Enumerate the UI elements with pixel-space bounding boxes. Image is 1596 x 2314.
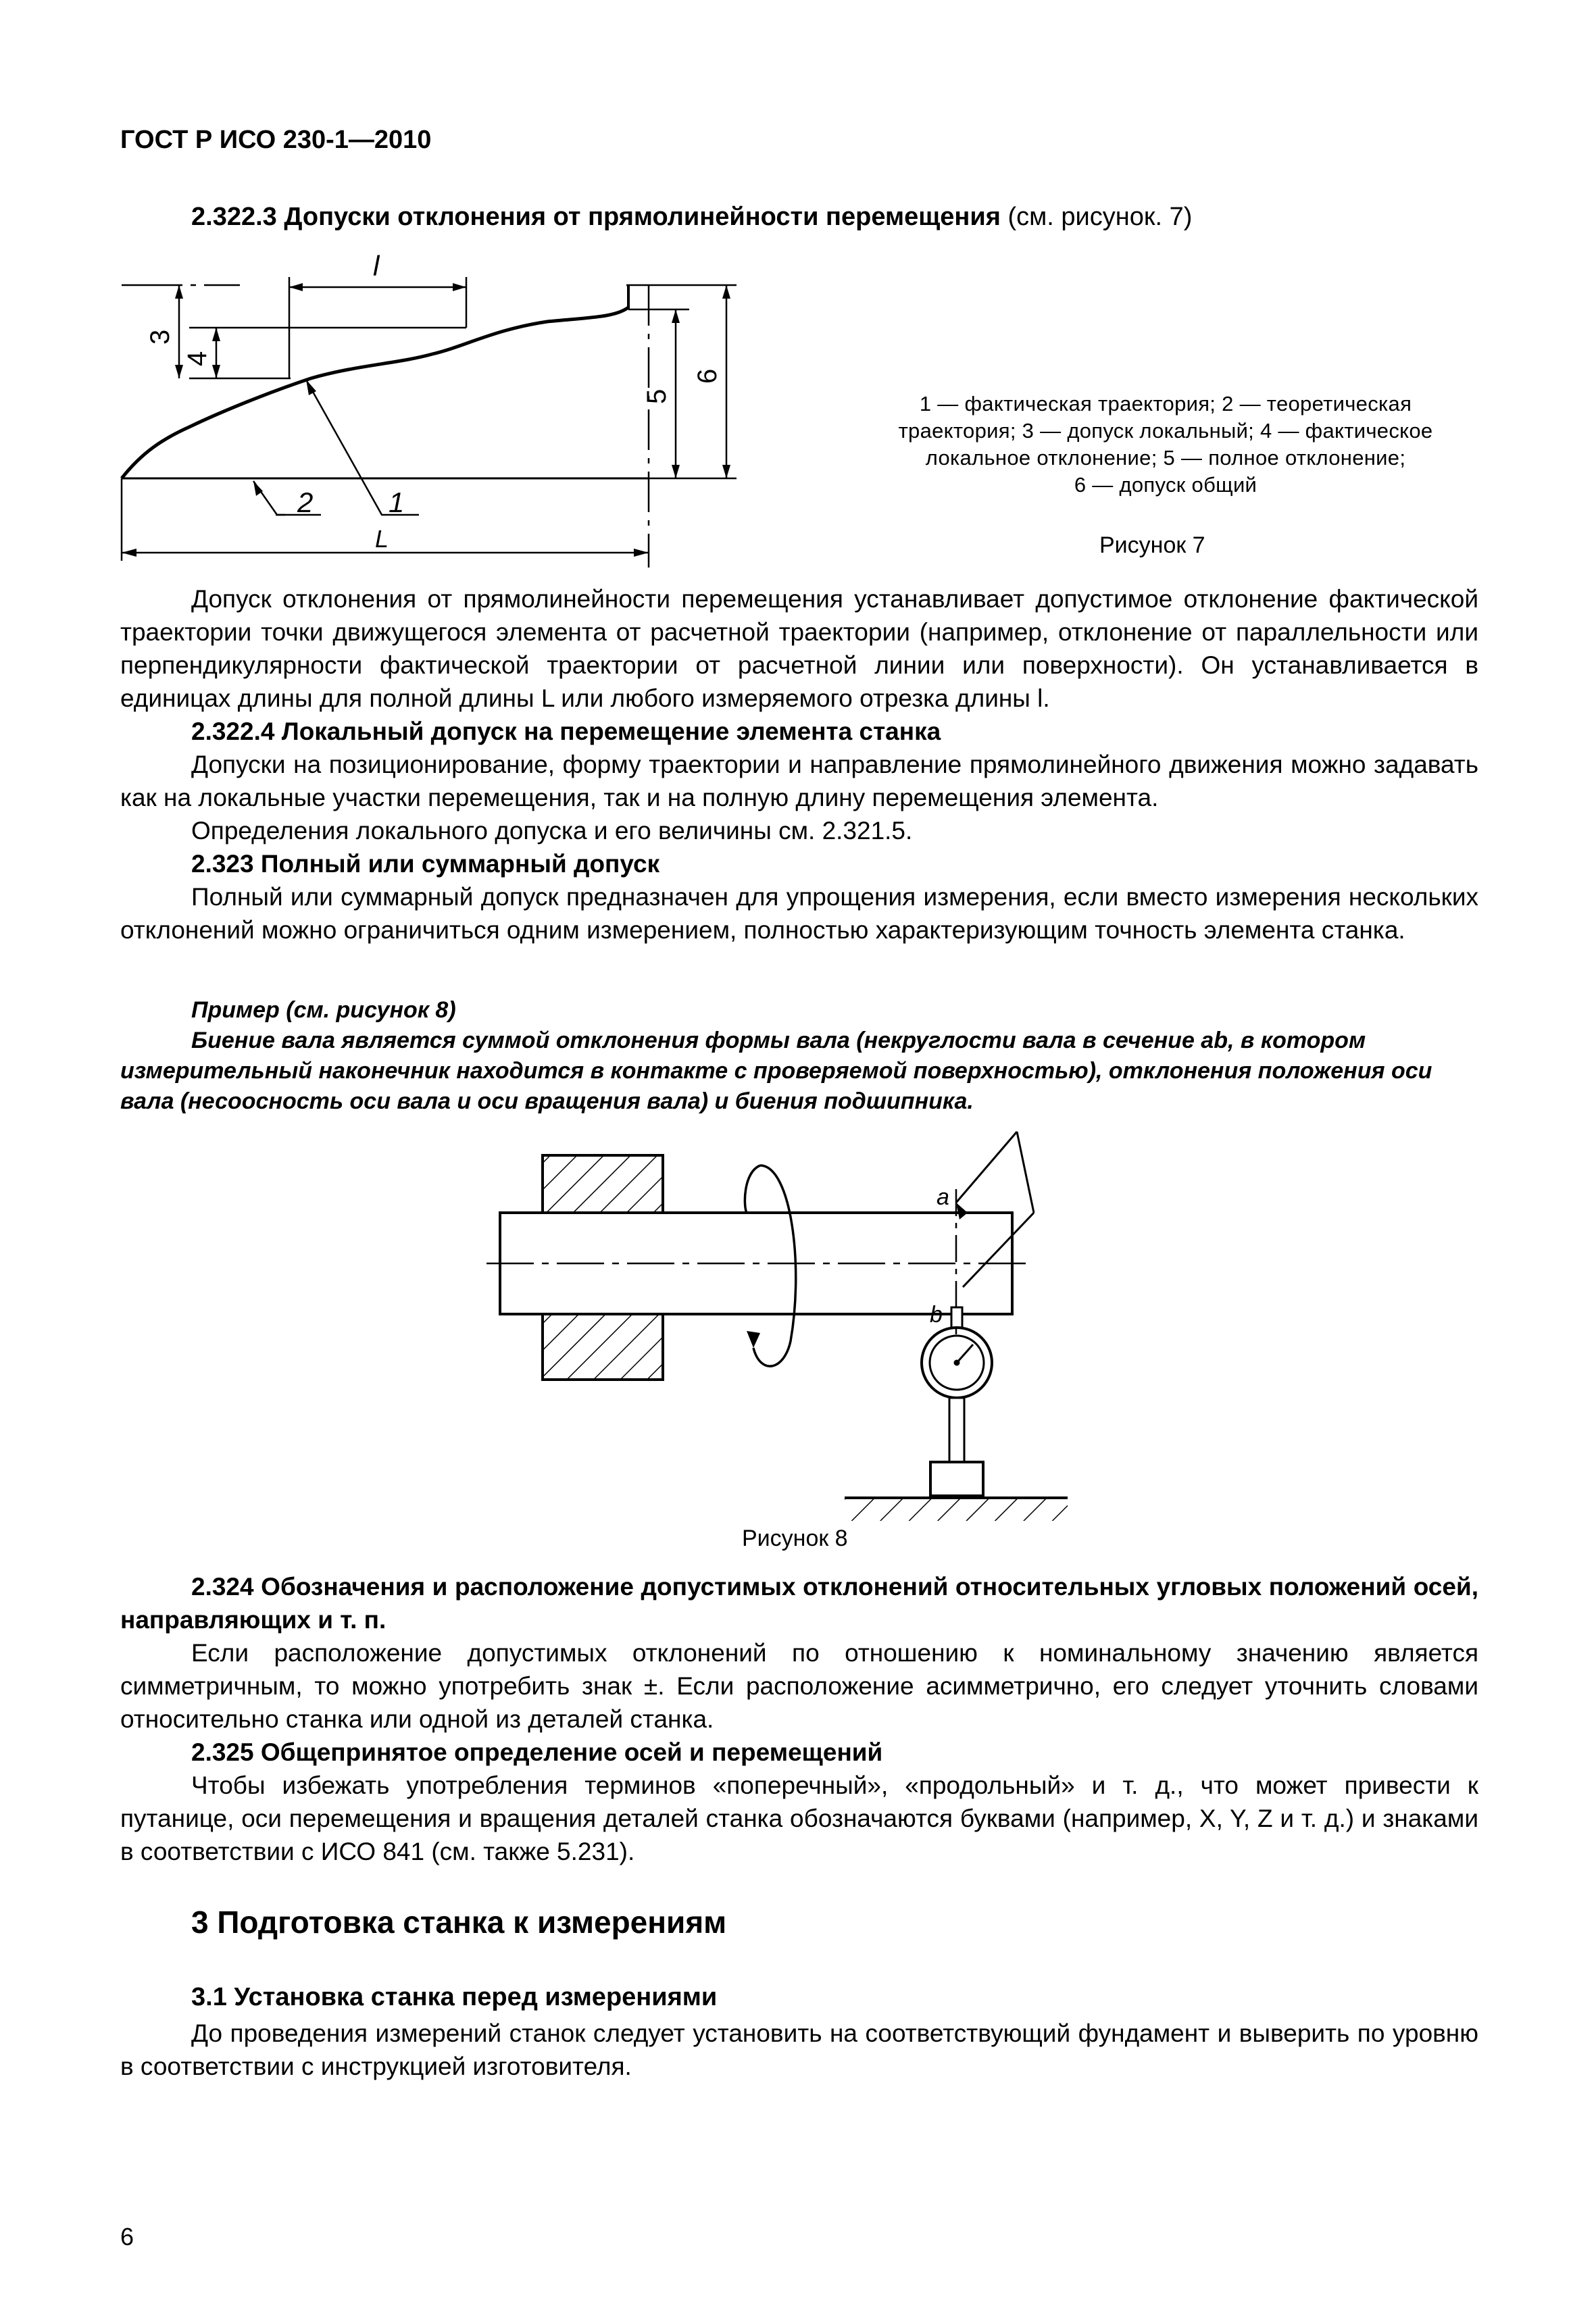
section-2-325-heading: 2.325 Общепринятое определение осей и перемещений [191,1738,883,1766]
indicator-needle [957,1344,973,1363]
legend-line-2: траектория; 3 — допуск локальный; 4 — фактическое [898,419,1433,443]
label-2: 2 [297,486,314,518]
label-l: l [373,250,380,282]
rotation-arrowhead [747,1331,760,1348]
section-2-324-heading: 2.324 Обозначения и расположение допустимых отклонений относительных угловых положений осей, направляющих и т. п. [120,1573,1478,1634]
leader-1-arrow [306,380,316,395]
body-block-2 [120,1570,1478,1868]
paragraph-machine-installation: До проведения измерений станок следует установить на соответствующий фундамент и выверить по уровню в соответствии с инструкцией изготовителя. [120,2019,1478,2080]
runout-diagonal-upper [956,1132,1017,1203]
section-3-heading: 3 Подготовка станка к измерениям [191,1905,727,1940]
paragraph-straightness-definition: Допуск отклонения от прямолинейности перемещения устанавливает допустимое отклонение фактической траектории точки движущегося элемента от расчетной траектории (например, отклонение от параллельности или перпендикулярности фактической траектории от расчетной линии или поверхности). Он устанавливается в единицах длины для полной длины L или любого измеряемого отрезка длины l. [120,585,1478,712]
section-2-322-3-ref: (см. рисунок. 7) [1000,203,1193,231]
paragraph-total-tolerance: Полный или суммарный допуск предназначен для упрощения измерения, если вместо измерения нескольких отклонений можно ограничиться одним измерением, полностью характеризующим точность элемента станка. [120,883,1478,944]
figure-8-diagram [473,1125,1162,1524]
ground-hatch [845,1498,1068,1521]
document-header: ГОСТ Р ИСО 230-1—2010 [120,126,432,154]
section-2-322-3-heading [191,203,1192,232]
rotation-arrow-back [745,1165,760,1213]
label-1: 1 [389,486,405,518]
label-6: 6 [693,368,722,384]
paragraph-axes-notation: Чтобы избежать употребления терминов «поперечный», «продольный» и т. д., что может привести к путанице, оси перемещения и вращения деталей станка обозначаются буквами (например, X, Y, Z и т. д.) и знаками в соответствии с ИСО 841 (см. также 5.231). [120,1771,1478,1865]
paragraph-symmetric-deviations: Если расположение допустимых отклонений по отношению к номинальному значению является симметричным, то можно употребить знак ±. Если расположение асимметрично, его следует уточнить словами относительно станка или одной из деталей станка. [120,1639,1478,1733]
figure-7-caption: Рисунок 7 [1099,532,1205,558]
label-a: a [937,1184,949,1210]
indicator-tip [951,1307,962,1328]
dim-l-arrow-right [453,283,466,291]
page-number: 6 [120,2223,134,2250]
dim-L-arrow-left [122,549,136,557]
dim-6-arrow-top [722,285,730,299]
dim-3-arrow-top [175,285,183,299]
legend-line-4: 6 — допуск общий [1074,473,1257,497]
example-text: Биение вала является суммой отклонения формы вала (некруглости вала в сечение ab, в котором измерительный наконечник находится в контакте с проверяемой поверхностью), отклонения положения оси вала (несоосность оси вала и оси вращения вала) и биения подшипника. [120,1028,1432,1114]
dim-3-arrow-bottom [175,365,183,378]
figure-7-legend [845,391,1487,499]
section-3-1-heading: 3.1 Установка станка перед измерениями [191,1983,718,2011]
runout-vertical-right [1017,1132,1034,1213]
legend-line-3: локальное отклонение; 5 — полное отклонение; [925,446,1406,470]
body-block-3 [120,2017,1478,2083]
figure-8-caption: Рисунок 8 [742,1526,848,1551]
actual-trajectory-curve [122,307,628,478]
section-2-322-3-title: 2.322.3 Допуски отклонения от прямолинейности перемещения [191,203,1001,231]
indicator-stem [949,1398,964,1462]
section-2-323-heading: 2.323 Полный или суммарный допуск [191,850,660,878]
example-title: Пример (см. рисунок 8) [191,997,456,1023]
figure-7-diagram [115,250,750,568]
dim-6-arrow-bottom [722,465,730,478]
label-L: L [375,525,389,553]
label-3: 3 [145,329,175,345]
paragraph-local-tolerances: Допуски на позиционирование, форму траектории и направление прямолинейного движения можно задавать как на локальные участки перемещения, так и на полную длину перемещения элемента. [120,751,1478,811]
label-b: b [930,1302,943,1328]
example-block [120,995,1478,1117]
label-4: 4 [182,351,212,366]
dim-4-arrow-bottom [212,365,220,378]
dim-L-arrow-right [634,549,649,557]
indicator-base [930,1462,983,1496]
dim-5-arrow-top [672,309,680,323]
label-5: 5 [642,388,672,404]
paragraph-local-definitions-ref: Определения локального допуска и его величины см. 2.321.5. [191,817,913,845]
legend-line-1: 1 — фактическая траектория; 2 — теоретическая [919,392,1412,416]
dim-l-arrow-left [289,283,303,291]
dim-5-arrow-bottom [672,465,680,478]
indicator-pivot [954,1360,959,1365]
section-2-322-4-heading: 2.322.4 Локальный допуск на перемещение элемента станка [191,718,941,745]
body-block-1 [120,582,1478,947]
dim-4-arrow-top [212,328,220,341]
